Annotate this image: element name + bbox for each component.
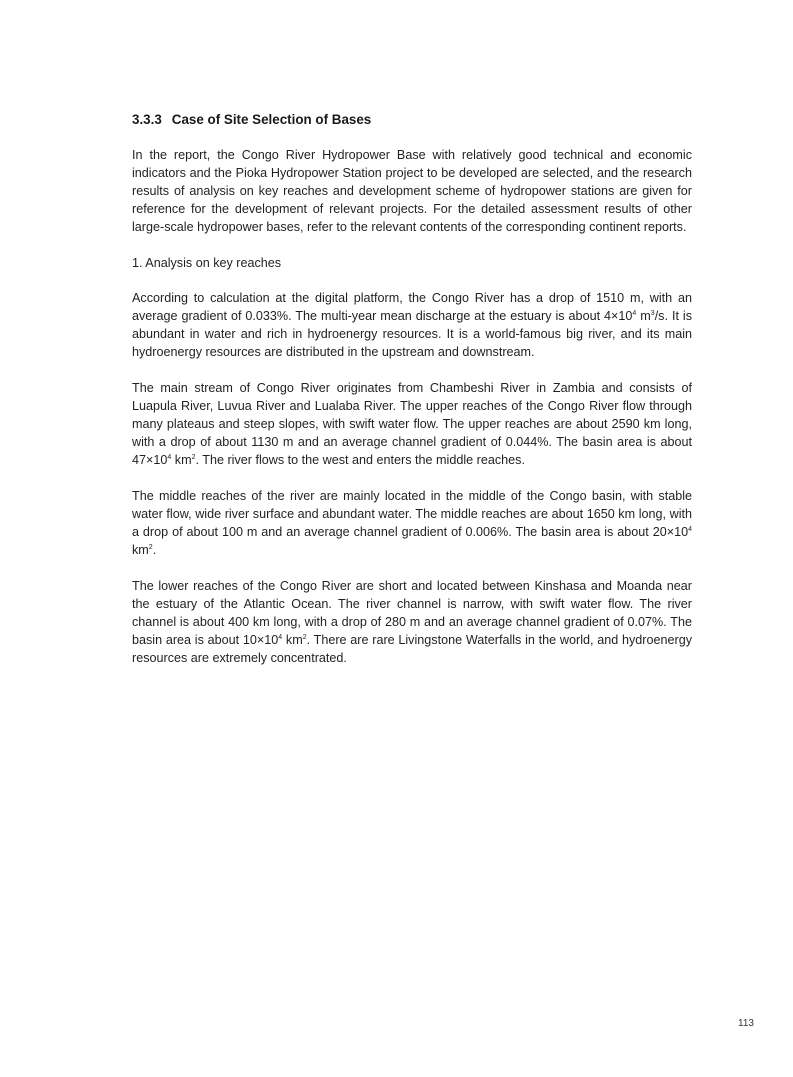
text-run: .: [152, 543, 157, 557]
superscript: 4: [167, 453, 172, 461]
superscript: 2: [191, 453, 196, 461]
superscript: 2: [148, 543, 153, 551]
text-run: . The river flows to the west and enters the middle reaches.: [195, 453, 525, 467]
paragraph-middle-reaches: [132, 487, 692, 559]
subsection-heading: 1. Analysis on key reaches: [132, 256, 282, 270]
page-number: 113: [738, 1018, 754, 1029]
text-run: m: [636, 309, 651, 323]
text-run: km: [282, 633, 303, 647]
section-number: 3.3.3: [132, 112, 162, 127]
superscript: 4: [632, 309, 637, 317]
paragraph-discharge: [132, 289, 692, 361]
text-run: The main stream of Congo River originates from Chambeshi River in Zambia and consists of Luapula River, Luvua River and Lualaba River. The upper reaches of the Congo River flow through many plateaus and steep slopes, with swift water flow. The upper reaches are about 2590 km long, with a drop of about 1130 m and an average channel gradient of 0.044%. The basin area is about 47×10: [132, 381, 692, 467]
superscript: 4: [278, 633, 283, 641]
text-run: km: [132, 543, 149, 557]
text-run: According to calculation at the digital platform, the Congo River has a drop of 1510 m, with an average gradient of 0.033%. The multi-year mean discharge at the estuary is about 4×10: [132, 291, 692, 323]
text-run: /s. It is abundant in water and rich in hydroenergy resources. It is a world-famous big river, and its main hydroenergy resources are distributed in the upstream and downstream.: [132, 309, 693, 359]
document-body: [132, 110, 692, 685]
superscript: 3: [650, 309, 655, 317]
paragraph-upper-reaches: [132, 379, 692, 469]
section-title: Case of Site Selection of Bases: [171, 112, 372, 127]
text-run: . There are rare Livingstone Waterfalls in the world, and hydroenergy resources are extremely concentrated.: [132, 633, 692, 665]
text-run: km: [171, 453, 192, 467]
section-heading: [132, 110, 692, 130]
superscript: 4: [688, 525, 692, 533]
superscript: 2: [302, 633, 307, 641]
paragraph-lower-reaches: [132, 577, 692, 667]
text-run: The middle reaches of the river are mainly located in the middle of the Congo basin, with stable water flow, wide river surface and abundant water. The middle reaches are about 1650 km long, with a drop of about 100 m and an average channel gradient of 0.006%. The basin area is about 20×10: [132, 489, 692, 539]
text-run: The lower reaches of the Congo River are short and located between Kinshasa and Moanda near the estuary of the Atlantic Ocean. The river channel is narrow, with swift water flow. The river channel is about 400 km long, with a drop of 280 m and an average channel gradient of 0.07%. The basin area is about 10×10: [132, 579, 692, 647]
intro-paragraph: In the report, the Congo River Hydropower Base with relatively good technical and economic indicators and the Pioka Hydropower Station project to be developed are selected, and the research results of analysis on key reaches and development scheme of hydropower stations are given for reference for the development of relevant projects. For the detailed assessment results of other large-scale hydropower bases, refer to the relevant contents of the corresponding continent reports.: [132, 148, 692, 234]
